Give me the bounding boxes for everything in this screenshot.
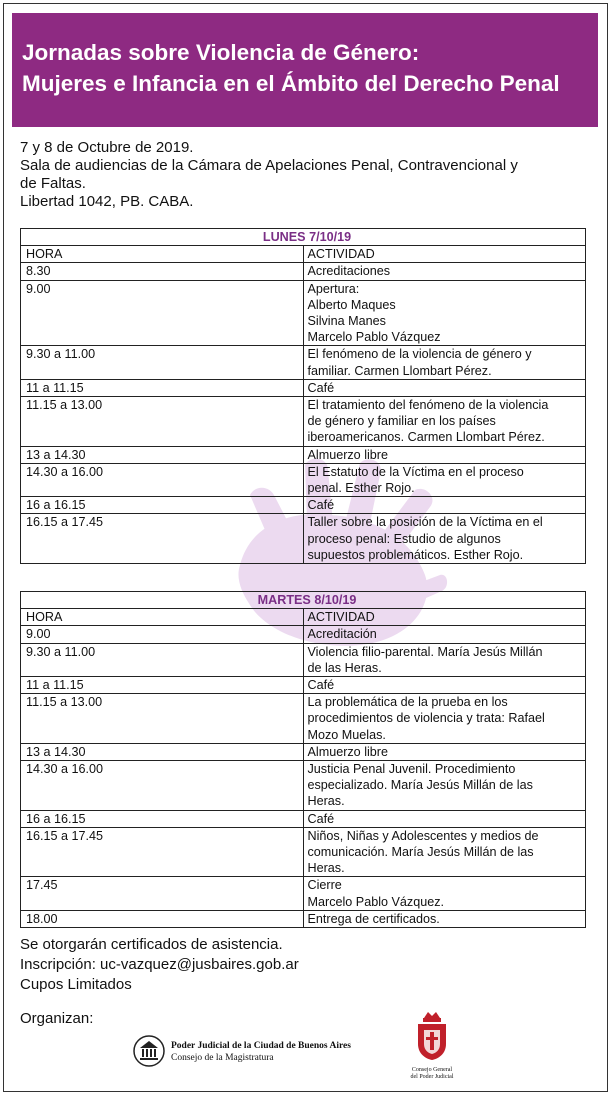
session-hour: 9.30 a 11.00 <box>21 643 304 676</box>
session-activity-line: comunicación. María Jesús Millán de las <box>307 845 534 860</box>
session-activity-line: El Estatuto de la Víctima en el proceso <box>307 464 524 479</box>
event-info <box>20 139 600 211</box>
session-activity-line: Café <box>307 811 335 826</box>
table-header-row <box>21 246 586 263</box>
column-header-hour: HORA <box>21 246 304 263</box>
coat-of-arms-icon <box>412 1010 452 1062</box>
session-activity-line: iberoamericanos. Carmen Llombart Pérez. <box>307 430 545 445</box>
session-activity <box>303 346 586 379</box>
column-header-hour: HORA <box>21 609 304 626</box>
session-activity <box>303 626 586 643</box>
session-hour: 14.30 a 16.00 <box>21 761 304 811</box>
session-activity-line: Justicia Penal Juvenil. Procedimiento <box>307 762 516 777</box>
table-row <box>21 827 586 877</box>
session-hour: 14.30 a 16.00 <box>21 463 304 496</box>
schedule-table-tuesday <box>20 591 586 928</box>
session-activity-line: especializado. María Jesús Millán de las <box>307 778 533 793</box>
session-hour: 16.15 a 17.45 <box>21 827 304 877</box>
session-activity-line: penal. Esther Rojo. <box>307 481 415 496</box>
session-activity <box>303 446 586 463</box>
session-activity-line: Marcelo Pablo Vázquez <box>307 330 441 345</box>
event-date: 7 y 8 de Octubre de 2019. <box>20 139 194 156</box>
session-activity <box>303 761 586 811</box>
session-activity-line: proceso penal: Estudio de algunos <box>307 531 501 546</box>
organizer-2-name-line-1: Consejo General <box>411 1067 453 1073</box>
event-venue-line-1: Sala de audiencias de la Cámara de Apelaciones Penal, Contravencional y <box>20 157 518 174</box>
table-row <box>21 263 586 280</box>
session-hour: 11 a 11.15 <box>21 379 304 396</box>
organizers-label: Organizan: <box>20 1010 94 1027</box>
table-row <box>21 677 586 694</box>
day-heading: MARTES 8/10/19 <box>21 592 586 609</box>
organizer-2-name-line-2: del Poder Judicial <box>410 1074 454 1080</box>
session-activity-line: Alberto Maques <box>307 297 396 312</box>
registration-note: Inscripción: uc-vazquez@jusbaires.gob.ar <box>20 956 299 973</box>
session-activity-line: de género y familiar en los países <box>307 414 496 429</box>
session-hour: 9.30 a 11.00 <box>21 346 304 379</box>
session-activity-line: Violencia filio-parental. María Jesús Millán <box>307 644 543 659</box>
table-row <box>21 446 586 463</box>
table-row <box>21 877 586 910</box>
schedule-table-monday <box>20 228 586 564</box>
certificates-note: Se otorgarán certificados de asistencia. <box>20 936 283 953</box>
table-row <box>21 514 586 564</box>
organizer-name: Poder Judicial de la Ciudad de Buenos Aires <box>171 1041 351 1051</box>
title-line-2: Mujeres e Infancia en el Ámbito del Derecho Penal <box>22 71 560 96</box>
table-row <box>21 346 586 379</box>
session-activity-line: Taller sobre la posición de la Víctima en el <box>307 515 543 530</box>
session-hour: 18.00 <box>21 910 304 927</box>
session-activity-line: supuestos problemáticos. Esther Rojo. <box>307 547 524 562</box>
session-hour: 8.30 <box>21 263 304 280</box>
session-hour: 11.15 a 13.00 <box>21 694 304 744</box>
event-address: Libertad 1042, PB. CABA. <box>20 193 194 210</box>
session-activity <box>303 497 586 514</box>
page-title <box>22 37 560 99</box>
session-activity <box>303 397 586 447</box>
session-activity-line: El fenómeno de la violencia de género y <box>307 347 532 362</box>
session-activity <box>303 827 586 877</box>
table-row <box>21 910 586 927</box>
session-activity-line: Silvina Manes <box>307 314 386 329</box>
session-activity <box>303 877 586 910</box>
table-row <box>21 694 586 744</box>
table-row <box>21 280 586 346</box>
organizer-logo-cgpj <box>405 1010 459 1082</box>
session-activity-line: Entrega de certificados. <box>307 911 440 926</box>
session-activity-line: Niños, Niñas y Adolescentes y medios de <box>307 828 539 843</box>
session-activity-line: de las Heras. <box>307 660 382 675</box>
table-row <box>21 379 586 396</box>
courthouse-seal-icon <box>133 1034 165 1068</box>
session-hour: 16.15 a 17.45 <box>21 514 304 564</box>
session-activity-line: Heras. <box>307 794 345 809</box>
session-activity <box>303 263 586 280</box>
table-row <box>21 643 586 676</box>
session-activity-line: procedimientos de violencia y trata: Rafael <box>307 711 545 726</box>
table-row <box>21 761 586 811</box>
session-activity <box>303 910 586 927</box>
session-activity-line: familiar. Carmen Llombart Pérez. <box>307 363 492 378</box>
session-activity <box>303 677 586 694</box>
day-heading-row <box>21 229 586 246</box>
table-header-row <box>21 609 586 626</box>
title-banner <box>12 13 598 127</box>
session-activity-line: Mozo Muelas. <box>307 727 386 742</box>
session-hour: 16 a 16.15 <box>21 497 304 514</box>
session-activity-line: El tratamiento del fenómeno de la violencia <box>307 398 549 413</box>
table-row <box>21 626 586 643</box>
session-activity-line: Café <box>307 678 335 693</box>
table-row <box>21 397 586 447</box>
session-hour: 9.00 <box>21 280 304 346</box>
session-hour: 11 a 11.15 <box>21 677 304 694</box>
event-venue-line-2: de Faltas. <box>20 175 86 192</box>
session-activity <box>303 694 586 744</box>
session-activity-line: Marcelo Pablo Vázquez. <box>307 894 445 909</box>
column-header-activity: ACTIVIDAD <box>303 246 586 263</box>
session-activity-line: Cierre <box>307 878 342 893</box>
session-activity <box>303 643 586 676</box>
session-activity <box>303 463 586 496</box>
organizer-subname: Consejo de la Magistratura <box>171 1053 274 1063</box>
session-hour: 9.00 <box>21 626 304 643</box>
title-line-1: Jornadas sobre Violencia de Género: <box>22 40 420 65</box>
session-activity-line: La problemática de la prueba en los <box>307 695 508 710</box>
session-activity <box>303 743 586 760</box>
session-hour: 13 a 14.30 <box>21 446 304 463</box>
session-activity-line: Café <box>307 380 335 395</box>
footer-info <box>20 935 299 995</box>
session-hour: 11.15 a 13.00 <box>21 397 304 447</box>
session-activity <box>303 280 586 346</box>
session-hour: 17.45 <box>21 877 304 910</box>
column-header-activity: ACTIVIDAD <box>303 609 586 626</box>
session-activity-line: Apertura: <box>307 281 360 296</box>
session-activity-line: Almuerzo libre <box>307 744 388 759</box>
day-heading-row <box>21 592 586 609</box>
session-activity-line: Almuerzo libre <box>307 447 388 462</box>
session-hour: 13 a 14.30 <box>21 743 304 760</box>
session-activity-line: Acreditación <box>307 627 377 642</box>
session-activity <box>303 810 586 827</box>
table-row <box>21 743 586 760</box>
table-row <box>21 497 586 514</box>
organizer-logo-poder-judicial <box>133 1034 373 1070</box>
table-row <box>21 810 586 827</box>
day-heading: LUNES 7/10/19 <box>21 229 586 246</box>
table-row <box>21 463 586 496</box>
capacity-note: Cupos Limitados <box>20 976 132 993</box>
session-activity <box>303 514 586 564</box>
session-activity-line: Acreditaciones <box>307 264 391 279</box>
session-activity-line: Café <box>307 498 335 513</box>
session-activity <box>303 379 586 396</box>
session-hour: 16 a 16.15 <box>21 810 304 827</box>
session-activity-line: Heras. <box>307 861 345 876</box>
